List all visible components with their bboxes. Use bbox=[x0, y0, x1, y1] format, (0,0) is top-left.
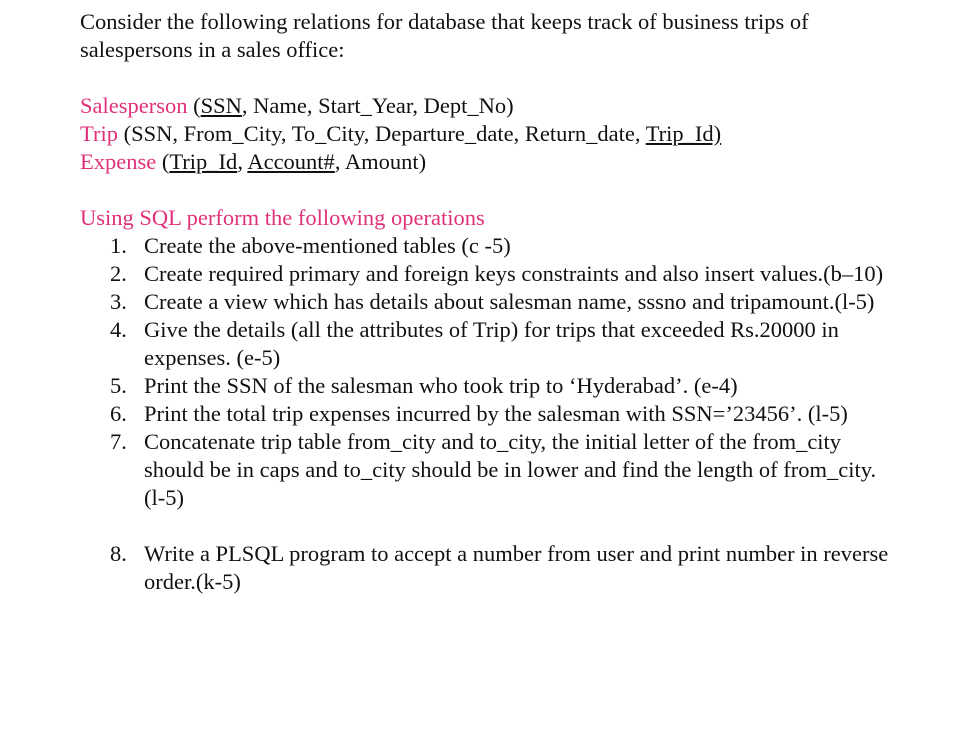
item-number: 2. bbox=[110, 261, 127, 286]
relation-name: Salesperson bbox=[80, 93, 188, 118]
spacer bbox=[80, 176, 900, 204]
item-number: 3. bbox=[110, 289, 127, 314]
list-item bbox=[80, 428, 900, 512]
section-title: Using SQL perform the following operations bbox=[80, 205, 485, 230]
relation-trip bbox=[80, 120, 900, 148]
list-item bbox=[80, 540, 900, 596]
spacer bbox=[80, 512, 900, 540]
relation-attrs: , Name, Start_Year, Dept_No) bbox=[241, 93, 514, 118]
relation-salesperson bbox=[80, 92, 900, 120]
primary-key: Account# bbox=[247, 149, 335, 174]
relation-attrs: , Amount) bbox=[334, 149, 427, 174]
primary-key: Trip_Id bbox=[169, 149, 238, 174]
item-text: Print the SSN of the salesman who took trip to ‘Hyderabad’. (e-4) bbox=[144, 373, 738, 398]
item-text: Give the details (all the attributes of Trip) for trips that exceeded Rs.20000 in expenses. (e-5) bbox=[144, 317, 839, 370]
item-text: Concatenate trip table from_city and to_city, the initial letter of the from_city should be in caps and to_city should be in lower and find the length of from_city. (l-5) bbox=[144, 429, 877, 510]
item-number: 6. bbox=[110, 401, 127, 426]
list-item bbox=[80, 316, 900, 372]
list-item bbox=[80, 400, 900, 428]
relation-expense bbox=[80, 148, 900, 176]
list-item bbox=[80, 288, 900, 316]
item-text: Create a view which has details about salesman name, sssno and tripamount.(l-5) bbox=[144, 289, 875, 314]
relation-paren: ( bbox=[193, 93, 201, 118]
document bbox=[80, 8, 900, 596]
item-number: 8. bbox=[110, 541, 127, 566]
list-item bbox=[80, 260, 900, 288]
primary-key: Trip_Id) bbox=[645, 121, 722, 146]
item-text: Create the above-mentioned tables (c -5) bbox=[144, 233, 511, 258]
intro-paragraph: Consider the following relations for database that keeps track of business trips of salespersons in a sales office: bbox=[80, 9, 809, 62]
item-number: 1. bbox=[110, 233, 127, 258]
relation-paren: ( bbox=[161, 149, 170, 174]
task-list bbox=[80, 232, 900, 596]
list-item bbox=[80, 232, 900, 260]
item-text: Print the total trip expenses incurred by the salesman with SSN=’23456’. (l-5) bbox=[144, 401, 848, 426]
relation-name: Trip bbox=[80, 121, 118, 146]
primary-key: SSN bbox=[200, 93, 242, 118]
item-text: Create required primary and foreign keys constraints and also insert values.(b–10) bbox=[144, 261, 884, 286]
item-number: 5. bbox=[110, 373, 127, 398]
item-number: 7. bbox=[110, 429, 127, 454]
item-number: 4. bbox=[110, 317, 127, 342]
list-item bbox=[80, 372, 900, 400]
relation-name: Expense bbox=[80, 149, 157, 174]
relation-sep: , bbox=[237, 149, 248, 174]
spacer bbox=[80, 64, 900, 92]
item-text: Write a PLSQL program to accept a number from user and print number in reverse order.(k-5) bbox=[144, 541, 889, 594]
relation-attrs: (SSN, From_City, To_City, Departure_date, Return_date, bbox=[123, 121, 646, 146]
